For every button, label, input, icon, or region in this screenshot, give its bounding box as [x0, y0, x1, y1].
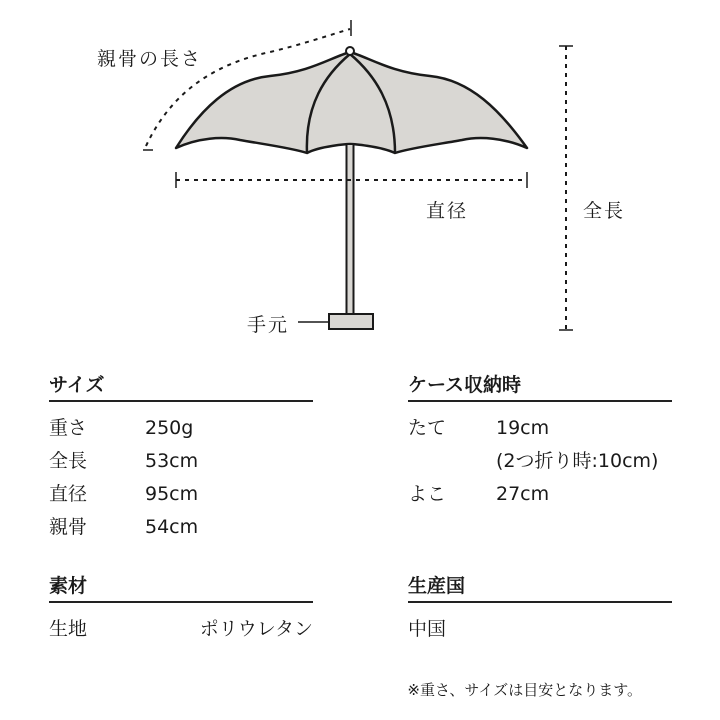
origin-title: 生産国 — [408, 575, 466, 597]
case-row-value: 19cm — [496, 417, 550, 439]
rib-length-label: 親骨の長さ — [97, 48, 203, 70]
size-row-weight — [49, 412, 313, 445]
case-row-value: (2つ折り時:10cm) — [496, 450, 659, 472]
origin-divider — [408, 601, 672, 603]
case-row-label: たて — [408, 417, 447, 439]
origin-section — [408, 571, 672, 646]
size-row-value: 95cm — [145, 483, 199, 505]
size-row-rib — [49, 511, 313, 544]
size-row-value: 250g — [145, 417, 194, 439]
case-row-label — [408, 445, 496, 478]
footnote: ※重さ、サイズは目安となります。 — [407, 681, 642, 699]
size-section — [49, 370, 313, 544]
case-row-value: 27cm — [496, 483, 550, 505]
material-label: 生地 — [49, 618, 88, 640]
case-title: ケース収納時 — [408, 374, 522, 396]
handle-label: 手元 — [247, 314, 290, 336]
size-row-value: 54cm — [145, 516, 199, 538]
size-row-diameter — [49, 478, 313, 511]
size-divider — [49, 400, 313, 402]
size-row-label: 直径 — [49, 483, 88, 505]
material-title: 素材 — [49, 575, 88, 597]
size-row-label: 重さ — [49, 417, 88, 439]
origin-value: 中国 — [408, 618, 447, 640]
size-row-label: 親骨 — [49, 516, 88, 538]
material-value: ポリウレタン — [199, 618, 313, 640]
umbrella-tip — [346, 47, 354, 55]
umbrella-shaft — [347, 144, 354, 314]
total-length-label: 全長 — [583, 200, 626, 222]
size-row-total-length — [49, 445, 313, 478]
size-row-value: 53cm — [145, 450, 199, 472]
case-row-folded — [408, 445, 672, 478]
size-row-label: 全長 — [49, 450, 88, 472]
case-row-label: よこ — [408, 483, 447, 505]
diameter-label: 直径 — [426, 200, 469, 222]
case-row-width — [408, 478, 672, 511]
case-row-height — [408, 412, 672, 445]
case-divider — [408, 400, 672, 402]
case-section — [408, 370, 672, 511]
material-divider — [49, 601, 313, 603]
umbrella-canopy — [176, 52, 527, 153]
size-title: サイズ — [49, 374, 105, 396]
umbrella-handle — [329, 314, 373, 329]
material-section — [49, 571, 313, 646]
material-row — [49, 613, 313, 646]
